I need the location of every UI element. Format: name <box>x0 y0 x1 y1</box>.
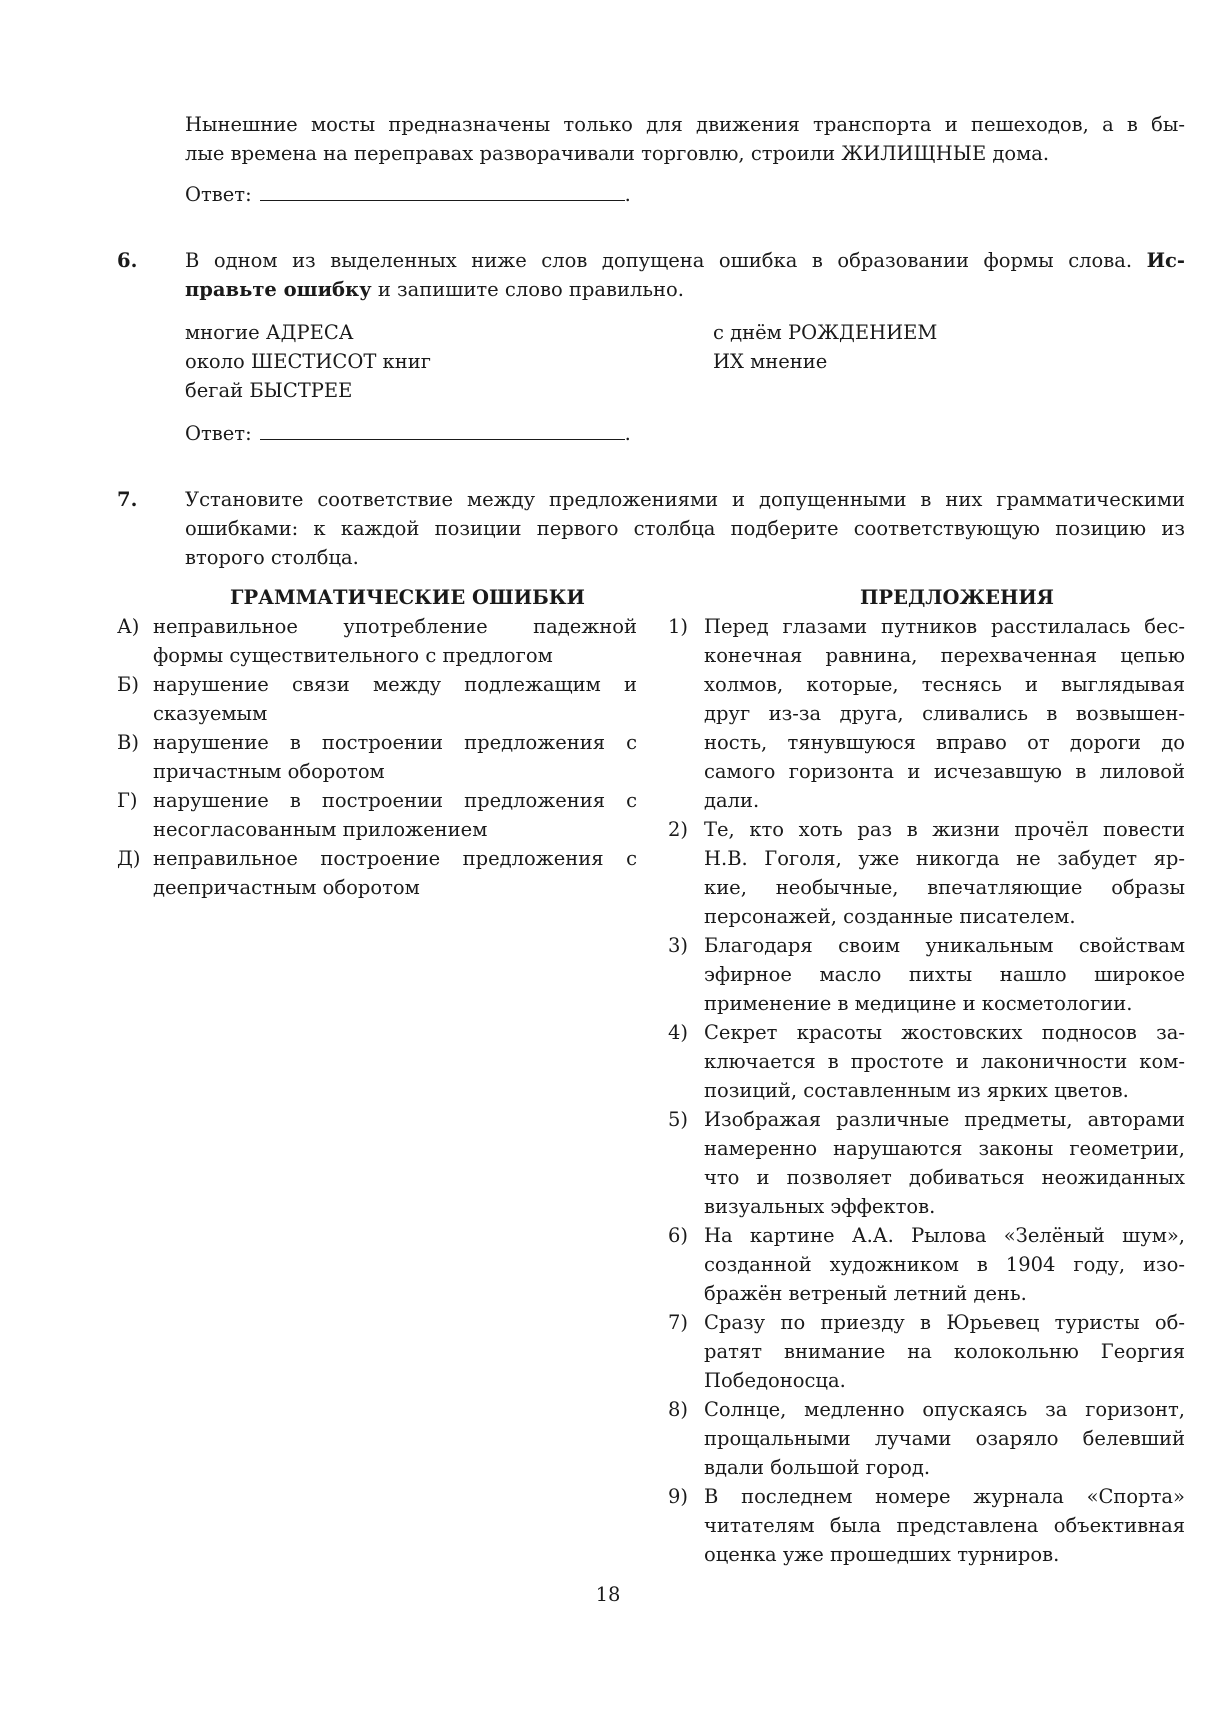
error-line: нарушение связи между подлежащим и <box>153 673 637 696</box>
answer-label: Ответ: <box>185 183 252 206</box>
sentence-line: В последнем номере журнала «Спорта» <box>704 1485 1185 1508</box>
sentence-line: эфирное масло пихты нашло широкое <box>704 963 1185 986</box>
sentence-line: позиций, составленным из ярких цветов. <box>704 1079 1129 1102</box>
error-line: причастным оборотом <box>153 760 385 783</box>
sentence-line: Перед глазами путников расстилалась бес- <box>704 615 1185 638</box>
sentence-line: Благодаря своим уникальным свойствам <box>704 934 1185 957</box>
sentence-line: Солнце, медленно опускаясь за горизонт, <box>704 1398 1185 1421</box>
sentence-mark: 3) <box>668 934 689 957</box>
task-7-line: Установите соответствие между предложениями и допущенными в них грамматическими <box>185 488 1185 511</box>
sentence-line: вдали большой город. <box>704 1456 931 1479</box>
sentence-mark: 7) <box>668 1311 689 1334</box>
sentence-line: На картине А.А. Рылова «Зелёный шум», <box>704 1224 1185 1247</box>
sentence-line: оценка уже прошедших турниров. <box>704 1543 1060 1566</box>
task-6-bold: правьте ошибку <box>185 278 372 301</box>
word-option: около ШЕСТИСОТ книг <box>185 350 431 373</box>
sentence-line: Секрет красоты жостовских подносов за- <box>704 1021 1185 1044</box>
error-line: формы существительного с предлогом <box>153 644 553 667</box>
task-6-line <box>185 246 1185 275</box>
intro-line: Нынешние мосты предназначены только для движения транспорта и пешеходов, а в бы- <box>185 113 1185 136</box>
answer-label: Ответ: <box>185 422 252 445</box>
sentence-line: Те, кто хоть раз в жизни прочёл повести <box>704 818 1185 841</box>
sentence-line: конечная равнина, перехваченная цепью <box>704 644 1185 667</box>
task-6-line <box>185 275 1185 304</box>
sentence-line: намеренно нарушаются законы геометрии, <box>704 1137 1185 1160</box>
sentence-line: ратят внимание на колокольню Георгия <box>704 1340 1185 1363</box>
sentence-mark: 6) <box>668 1224 689 1247</box>
error-line: сказуемым <box>153 702 268 725</box>
task-6-number: 6. <box>117 249 138 272</box>
sentence-line: прощальными лучами озаряло белевший <box>704 1427 1185 1450</box>
errors-column-heading: ГРАММАТИЧЕСКИЕ ОШИБКИ <box>230 586 585 609</box>
sentence-line: Сразу по приезду в Юрьевец туристы об- <box>704 1311 1185 1334</box>
task-6-bold: Ис- <box>1146 249 1185 272</box>
sentence-mark: 9) <box>668 1485 689 1508</box>
sentence-line: ность, тянувшуюся вправо от дороги до <box>704 731 1185 754</box>
sentence-line: применение в медицине и косметологии. <box>704 992 1133 1015</box>
answer-blank[interactable] <box>260 419 625 440</box>
task-7-number: 7. <box>117 488 138 511</box>
error-line: несогласованным приложением <box>153 818 488 841</box>
sentence-line: Победоносца. <box>704 1369 846 1392</box>
sentence-mark: 4) <box>668 1021 689 1044</box>
word-option: с днём РОЖДЕНИЕМ <box>713 321 938 344</box>
word-option: бегай БЫСТРЕЕ <box>185 379 353 402</box>
sentence-line: ключается в простоте и лаконичности ком- <box>704 1050 1185 1073</box>
word-option: ИХ мнение <box>713 350 828 373</box>
sentence-line: читателям была представлена объективная <box>704 1514 1185 1537</box>
intro-paragraph <box>185 110 1185 168</box>
sentence-line: холмов, которые, теснясь и выглядывая <box>704 673 1185 696</box>
error-line: неправильное употребление падежной <box>153 615 637 638</box>
error-line: нарушение в построении предложения с <box>153 731 637 754</box>
word-option: многие АДРЕСА <box>185 321 354 344</box>
task-7-text <box>185 485 1185 572</box>
sentence-line: Изображая различные предметы, авторами <box>704 1108 1185 1131</box>
sentence-line: друг из-за друга, сливались в возвышен- <box>704 702 1185 725</box>
answer-end: . <box>624 422 631 445</box>
sentence-line: Н.В. Гоголя, уже никогда не забудет яр- <box>704 847 1185 870</box>
page-number: 18 <box>595 1583 621 1606</box>
task-6-text <box>185 246 1185 304</box>
task-6-instruction: В одном из выделенных ниже слов допущена ошибка в образовании формы слова. <box>185 249 1133 272</box>
answer-blank[interactable] <box>260 180 625 201</box>
task-7-line: ошибками: к каждой позиции первого столбца подберите соответствующую позицию из <box>185 517 1185 540</box>
error-mark: В) <box>117 731 139 754</box>
sentences-column-heading: ПРЕДЛОЖЕНИЯ <box>860 586 1055 609</box>
error-mark: Д) <box>117 847 141 870</box>
sentence-line: созданной художником в 1904 году, изо- <box>704 1253 1185 1276</box>
answer-end: . <box>624 183 631 206</box>
intro-line: лые времена на переправах разворачивали торговлю, строили ЖИЛИЩНЫЕ дома. <box>185 142 1050 165</box>
sentence-line: кие, необычные, впечатляющие образы <box>704 876 1185 899</box>
error-line: нарушение в построении предложения с <box>153 789 637 812</box>
sentence-mark: 2) <box>668 818 689 841</box>
error-mark: Б) <box>117 673 139 696</box>
answer-field-task5[interactable] <box>185 180 631 209</box>
error-mark: А) <box>117 615 140 638</box>
sentence-line: что и позволяет добиваться неожиданных <box>704 1166 1185 1189</box>
error-mark: Г) <box>117 789 138 812</box>
sentence-line: персонажей, созданные писателем. <box>704 905 1076 928</box>
sentence-mark: 8) <box>668 1398 689 1421</box>
task-7-line: второго столбца. <box>185 546 359 569</box>
error-line: неправильное построение предложения с <box>153 847 637 870</box>
sentence-mark: 5) <box>668 1108 689 1131</box>
sentence-line: дали. <box>704 789 760 812</box>
error-line: деепричастным оборотом <box>153 876 420 899</box>
sentence-line: визуальных эффектов. <box>704 1195 936 1218</box>
task-6-instruction: и запишите слово правильно. <box>377 278 684 301</box>
sentence-line: бражён ветреный летний день. <box>704 1282 1027 1305</box>
answer-field-task6[interactable] <box>185 419 631 448</box>
sentence-mark: 1) <box>668 615 689 638</box>
sentence-line: самого горизонта и исчезавшую в лиловой <box>704 760 1185 783</box>
